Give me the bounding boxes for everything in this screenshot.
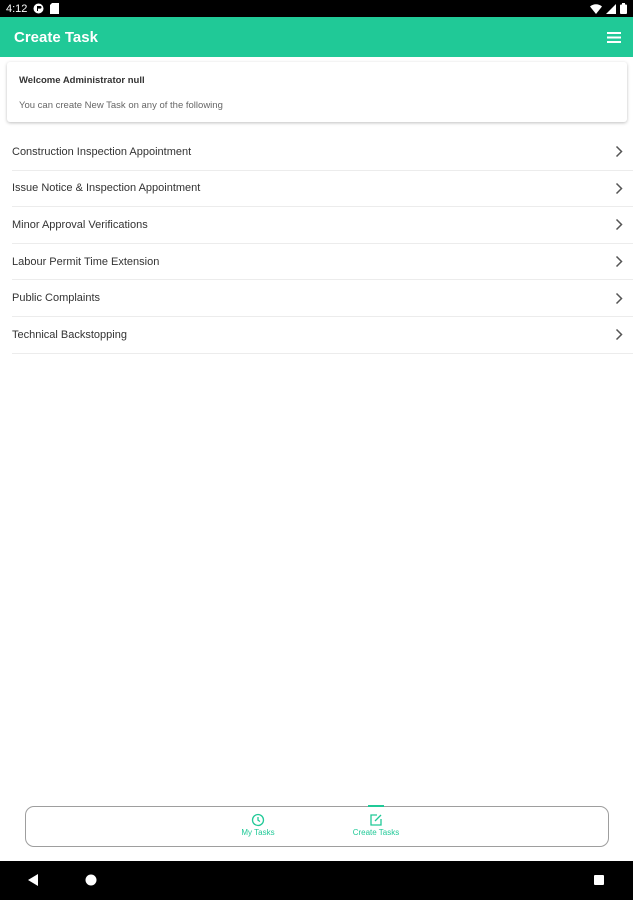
- list-item[interactable]: [12, 207, 633, 244]
- chevron-right-icon: [615, 218, 623, 231]
- list-item-label: Public Complaints: [12, 292, 101, 305]
- welcome-title: Welcome Administrator null: [19, 75, 145, 86]
- bottom-navigation: [25, 806, 609, 847]
- chevron-right-icon: [615, 292, 623, 305]
- hamburger-menu-icon[interactable]: [607, 32, 621, 43]
- list-item-label: Labour Permit Time Extension: [12, 255, 160, 268]
- list-item-label: Issue Notice & Inspection Appointment: [12, 182, 201, 195]
- list-item-label: Minor Approval Verifications: [12, 218, 148, 231]
- status-bar: [0, 0, 633, 17]
- tab-my-tasks[interactable]: [213, 813, 303, 837]
- sd-card-icon: [50, 3, 59, 14]
- edit-icon: [369, 813, 383, 828]
- list-item-label: Construction Inspection Appointment: [12, 145, 192, 158]
- list-item-label: Technical Backstopping: [12, 328, 127, 341]
- active-tab-indicator: [368, 805, 384, 807]
- welcome-card: [7, 62, 627, 122]
- list-item[interactable]: [12, 244, 633, 281]
- tab-create-tasks-label: Create Tasks: [352, 828, 400, 837]
- signal-icon: [606, 4, 616, 14]
- chevron-right-icon: [615, 328, 623, 341]
- wifi-icon: [590, 4, 602, 14]
- battery-icon: [620, 3, 627, 14]
- chevron-right-icon: [615, 145, 623, 158]
- page-title: Create Task: [14, 28, 98, 46]
- app-notification-icon: [33, 3, 44, 14]
- list-item[interactable]: [12, 134, 633, 171]
- list-item[interactable]: [12, 280, 633, 317]
- clock-icon: [251, 813, 265, 828]
- recent-apps-icon[interactable]: [593, 873, 605, 892]
- welcome-subtitle: You can create New Task on any of the following: [19, 100, 223, 111]
- list-item[interactable]: [12, 171, 633, 208]
- back-icon[interactable]: [27, 873, 39, 892]
- system-navigation-bar: [0, 861, 633, 900]
- chevron-right-icon: [615, 255, 623, 268]
- tab-my-tasks-label: My Tasks: [241, 828, 275, 837]
- home-icon[interactable]: [84, 873, 98, 892]
- status-time: 4:12: [6, 2, 28, 15]
- app-bar: [0, 17, 633, 57]
- list-item[interactable]: [12, 317, 633, 354]
- tab-create-tasks[interactable]: [331, 813, 421, 837]
- task-type-list: [12, 134, 633, 354]
- chevron-right-icon: [615, 182, 623, 195]
